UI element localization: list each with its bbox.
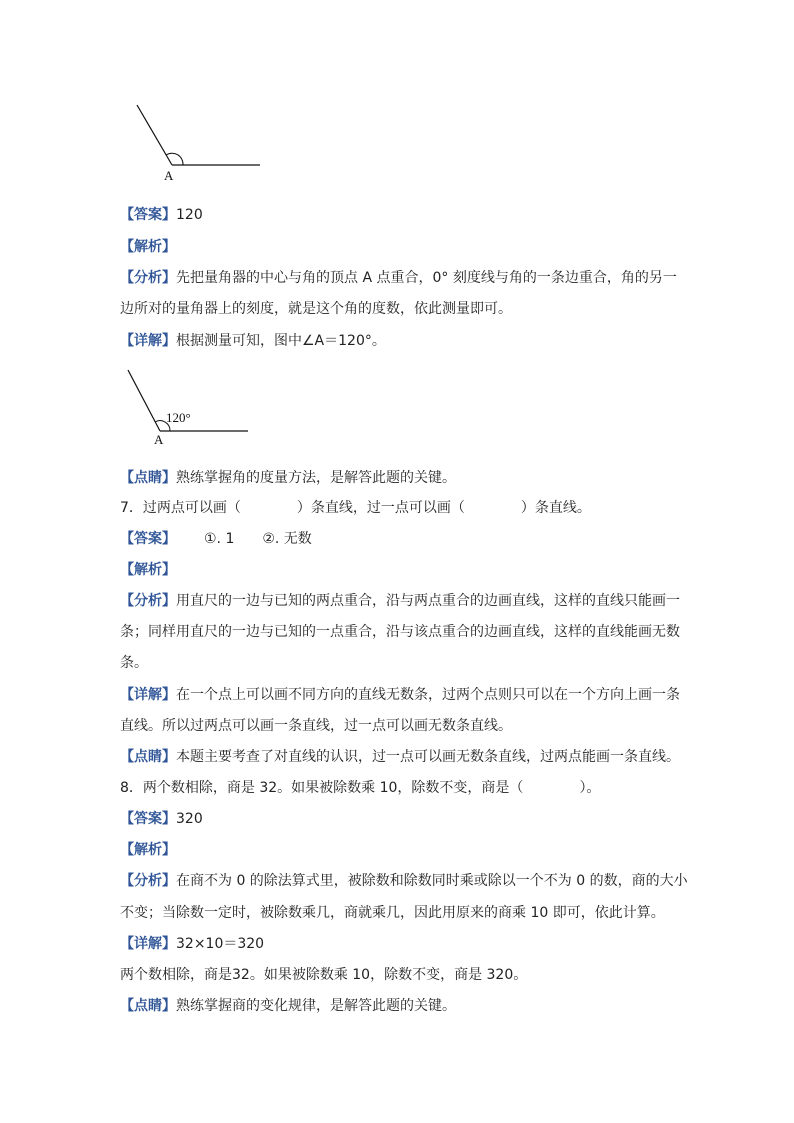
q7-detail-line1 [120, 685, 680, 705]
detail-tag: 【详解】 [120, 936, 176, 952]
fenxi-text: 在商不为 0 的除法算式里，被除数和除数同时乘或除以一个不为 0 的数，商的大小 [176, 873, 688, 889]
answer-tag: 【答案】 [120, 811, 176, 827]
answer-value-1: ①. 1 [204, 531, 235, 547]
comment-tag: 【点睛】 [120, 749, 176, 765]
angle-figure-2 [120, 362, 260, 450]
q6-fenxi-line2 [120, 299, 680, 319]
q6-fenxi-line1 [120, 268, 680, 288]
q8-detail-line2 [120, 965, 680, 985]
detail-text: 在一个点上可以画不同方向的直线无数条，过两个点则只可以在一个方向上画一条 [176, 687, 680, 703]
q6-comment [120, 468, 680, 488]
detail-text: 两个数相除，商是32。如果被除数乘 10，除数不变，商是 320。 [120, 967, 528, 983]
q6-answer [120, 205, 680, 225]
q8-comment [120, 996, 680, 1016]
q7-answer [120, 529, 680, 549]
answer-tag: 【答案】 [120, 531, 176, 547]
fenxi-text: 条；同样用直尺的一边与已知的一点重合，沿与该点重合的边画直线，这样的直线能画无数 [120, 624, 680, 640]
answer-value: 120 [176, 207, 203, 223]
fenxi-text: 用直尺的一边与已知的两点重合，沿与两点重合的边画直线，这样的直线只能画一 [176, 593, 680, 609]
question-text: 7．过两点可以画（ [120, 500, 241, 516]
q8-analysis-heading [120, 840, 680, 860]
q7-fenxi-line3 [120, 653, 680, 673]
analysis-tag: 【解析】 [120, 842, 176, 858]
q6-analysis-heading [120, 237, 680, 257]
angle-diagram-1 [120, 95, 280, 190]
q7-analysis-heading [120, 560, 680, 580]
q7-question [120, 498, 680, 518]
q6-detail [120, 331, 680, 351]
comment-text: 熟练掌握商的变化规律，是解答此题的关键。 [176, 998, 456, 1014]
question-text: ）条直线，过一点可以画（ [296, 500, 465, 516]
answer-tag: 【答案】 [120, 207, 176, 223]
fenxi-tag: 【分析】 [120, 593, 176, 609]
detail-text: 直线。所以过两点可以画一条直线，过一点可以画无数条直线。 [120, 718, 512, 734]
vertex-label: A [154, 432, 164, 447]
angle-ray-upper [137, 105, 172, 165]
q7-detail-line2 [120, 716, 680, 736]
fenxi-text: 不变；当除数一定时，被除数乘几，商就乘几，因此用原来的商乘 10 即可，依此计算。 [120, 905, 665, 921]
detail-tag: 【详解】 [120, 333, 176, 349]
fenxi-tag: 【分析】 [120, 873, 176, 889]
q7-fenxi-line2 [120, 622, 680, 642]
fenxi-text: 先把量角器的中心与角的顶点 A 点重合，0° 刻度线与角的一条边重合，角的另一 [176, 270, 677, 286]
q8-answer [120, 809, 680, 829]
question-text: 8．两个数相除，商是 32。如果被除数乘 10，除数不变，商是（ [120, 780, 524, 796]
fenxi-tag: 【分析】 [120, 270, 176, 286]
comment-tag: 【点睛】 [120, 998, 176, 1014]
q8-fenxi-line2 [120, 903, 680, 923]
vertex-label: A [164, 168, 174, 183]
analysis-tag: 【解析】 [120, 562, 176, 578]
fenxi-text: 条。 [120, 655, 148, 671]
answer-value-2: ②. 无数 [262, 531, 312, 547]
q8-question [120, 778, 680, 798]
q8-fenxi-line1 [120, 871, 688, 891]
question-text: ）。 [579, 780, 601, 796]
detail-text: 根据测量可知，图中∠A＝120°。 [176, 333, 386, 349]
comment-text: 熟练掌握角的度量方法，是解答此题的关键。 [176, 470, 456, 486]
detail-text: 32×10＝320 [176, 936, 265, 952]
angle-figure-1 [120, 95, 280, 190]
angle-diagram-2 [120, 362, 260, 450]
answer-value: 320 [176, 811, 203, 827]
comment-text: 本题主要考查了对直线的认识，过一点可以画无数条直线，过两点能画一条直线。 [176, 749, 680, 765]
detail-tag: 【详解】 [120, 687, 176, 703]
q7-comment [120, 747, 680, 767]
angle-measure-label: 120° [166, 410, 191, 425]
q8-detail-line1 [120, 934, 680, 954]
analysis-tag: 【解析】 [120, 239, 176, 255]
fenxi-text: 边所对的量角器上的刻度，就是这个角的度数，依此测量即可。 [120, 301, 512, 317]
q7-fenxi-line1 [120, 591, 680, 611]
question-text: ）条直线。 [520, 500, 591, 516]
comment-tag: 【点睛】 [120, 470, 176, 486]
